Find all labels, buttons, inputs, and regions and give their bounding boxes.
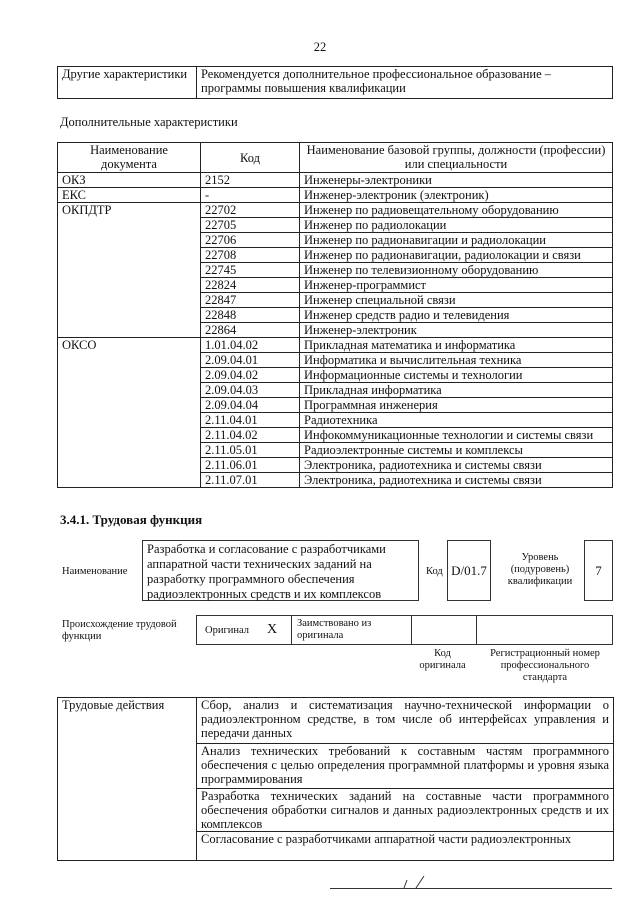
code-cell: 22706 [201, 233, 300, 248]
code-cell: 2.11.04.02 [201, 428, 300, 443]
name-cell: Радиоэлектронные системы и комплексы [300, 443, 613, 458]
table-row [58, 173, 613, 188]
registration-number-label: Регистрационный номер профессионального стандарта [490, 648, 600, 683]
name-cell: Информатика и вычислительная техника [300, 353, 613, 368]
name-cell: Инженер по радиолокации [300, 218, 613, 233]
additional-title: Дополнительные характеристики [60, 115, 238, 129]
code-cell: 22702 [201, 203, 300, 218]
table-row [58, 188, 613, 203]
code-cell: 2.11.05.01 [201, 443, 300, 458]
action-item: Разработка технических заданий на составные части программного обеспечения обработки сигналов и данных радиоэлектронных средств и их комплексов [197, 789, 614, 832]
name-cell: Электроника, радиотехника и системы связи [300, 458, 613, 473]
page-number: 22 [313, 40, 327, 54]
code-cell: 2.09.04.02 [201, 368, 300, 383]
other-value: Рекомендуется дополнительное профессиональное образование – программы повышения квалификации [197, 67, 613, 99]
code-cell: 1.01.04.02 [201, 338, 300, 353]
code-cell: 22745 [201, 263, 300, 278]
origin-label: Происхождение трудовой функции [62, 619, 177, 642]
name-cell: Инженер-электроник [300, 323, 613, 338]
code-cell: - [201, 188, 300, 203]
name-cell: Инженер по радиовещательному оборудованию [300, 203, 613, 218]
borrowed-label: Заимствовано из оригинала [297, 618, 372, 641]
name-cell: Инфокоммуникационные технологии и системы связи [300, 428, 613, 443]
origin-row [196, 615, 613, 645]
code-cell: 22708 [201, 248, 300, 263]
name-cell: Прикладная математика и информатика [300, 338, 613, 353]
code-cell: 22864 [201, 323, 300, 338]
original-label: Оригинал [205, 625, 249, 636]
code-cell: 22848 [201, 308, 300, 323]
section-title: 3.4.1. Трудовая функция [60, 512, 203, 527]
code-cell: 2.11.06.01 [201, 458, 300, 473]
name-cell: Инженер-программист [300, 278, 613, 293]
name-cell: Инженер средств радио и телевидения [300, 308, 613, 323]
qualification-level: 7 [584, 540, 613, 601]
header-name: Наименование базовой группы, должности (профессии) или специальности [300, 143, 613, 173]
other-characteristics-table [57, 66, 613, 99]
original-mark: X [267, 622, 278, 637]
code-cell: 22847 [201, 293, 300, 308]
action-item: Анализ технических требований к составным частям программного обеспечения с целью определения программной платформы и уровня языка программирования [197, 744, 614, 789]
code-cell: 22824 [201, 278, 300, 293]
name-cell: Инженер по радионавигации и радиолокации [300, 233, 613, 248]
name-cell: Инженер-электроник (электроник) [300, 188, 613, 203]
classification-table [57, 142, 613, 488]
code-cell: 2.09.04.01 [201, 353, 300, 368]
name-cell: Инженеры-электроники [300, 173, 613, 188]
header-doc: Наименование документа [58, 143, 201, 173]
name-cell: Инженер по радионавигации, радиолокации и связи [300, 248, 613, 263]
level-label: Уровень (подуровень) квалификации [507, 552, 573, 587]
code-cell: 2152 [201, 173, 300, 188]
name-label: Наименование [62, 566, 128, 577]
code-cell: 22705 [201, 218, 300, 233]
name-cell: Инженер специальной связи [300, 293, 613, 308]
action-item: Согласование с разработчиками аппаратной части радиоэлектронных [197, 832, 614, 861]
actions-label: Трудовые действия [58, 698, 197, 861]
name-cell: Информационные системы и технологии [300, 368, 613, 383]
function-code: D/01.7 [447, 540, 491, 601]
name-cell: Электроника, радиотехника и системы связи [300, 473, 613, 488]
labor-actions-table [57, 697, 614, 861]
doc-cell: ОКПДТР [58, 203, 201, 338]
code-label: Код [426, 566, 443, 577]
table-row [58, 338, 613, 353]
table-row [58, 203, 613, 218]
doc-cell: ЕКС [58, 188, 201, 203]
name-cell: Прикладная информатика [300, 383, 613, 398]
code-cell: 2.11.07.01 [201, 473, 300, 488]
original-code-label: Код оригинала [419, 648, 466, 671]
function-name: Разработка и согласование с разработчиками аппаратной части технических заданий на разработку программного обеспечения радиоэлектронных средств и их комплексов [142, 540, 419, 601]
action-item: Сбор, анализ и систематизация научно-технической информации о радиоэлектронном средстве, в том числе об интерфейсах управления и передачи данных [197, 698, 614, 744]
name-cell: Радиотехника [300, 413, 613, 428]
name-cell: Инженер по телевизионному оборудованию [300, 263, 613, 278]
signature-mark-icon [398, 872, 438, 890]
doc-cell: ОКСО [58, 338, 201, 488]
code-cell: 2.11.04.01 [201, 413, 300, 428]
code-cell: 2.09.04.03 [201, 383, 300, 398]
doc-cell: ОКЗ [58, 173, 201, 188]
signature-line [330, 888, 612, 889]
header-code: Код [201, 143, 300, 173]
code-cell: 2.09.04.04 [201, 398, 300, 413]
name-cell: Программная инженерия [300, 398, 613, 413]
other-label: Другие характеристики [58, 67, 197, 99]
